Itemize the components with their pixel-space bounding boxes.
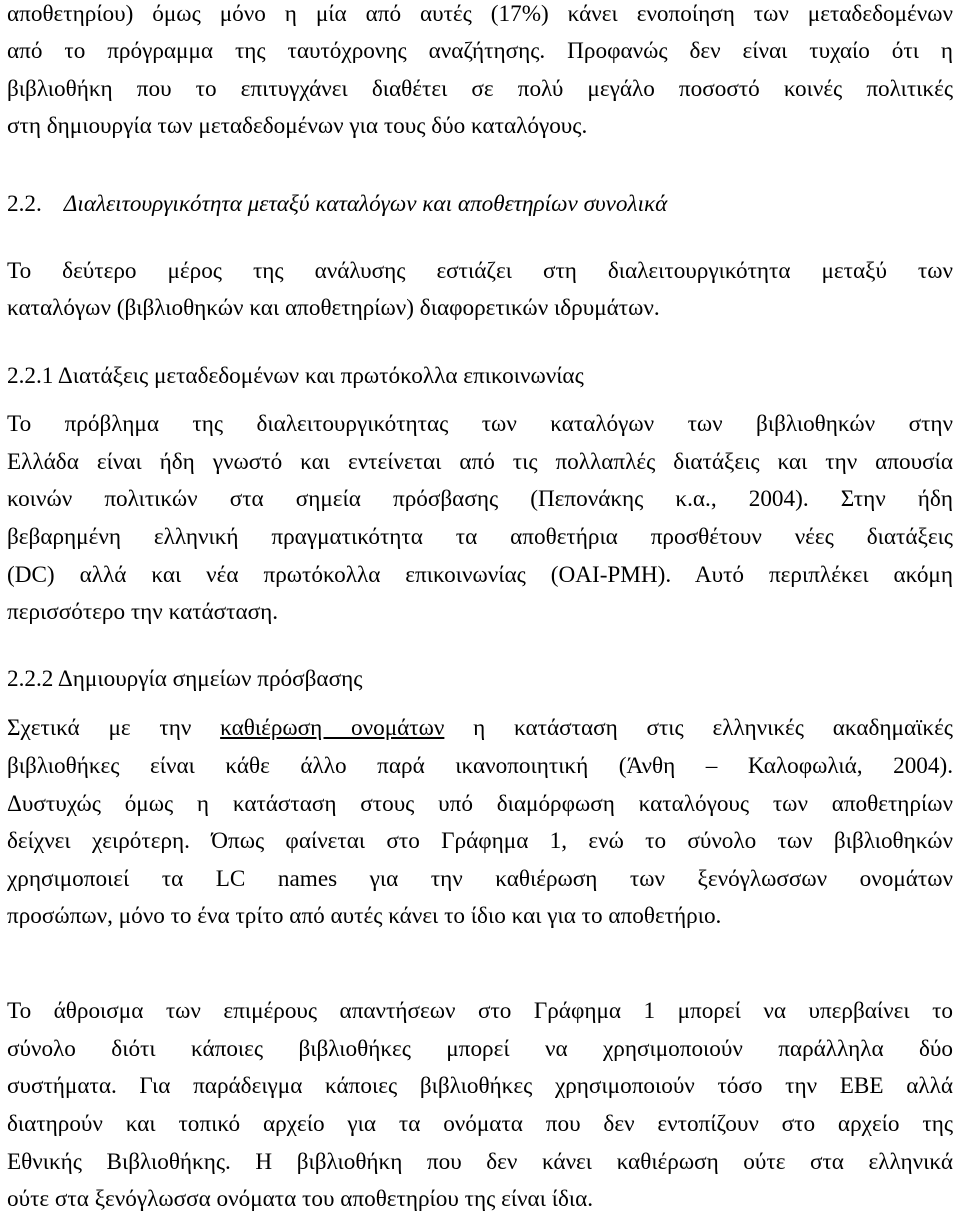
text-line: καταλόγων (βιβλιοθηκών και αποθετηρίων) διαφορετικών ιδρυμάτων. [7, 295, 660, 321]
text-line: Εθνικής Βιβλιοθήκης. Η βιβλιοθήκη που δεν κάνει καθιέρωση ούτε στα ελληνικά [7, 1149, 953, 1175]
text-run: Σχετικά με την [7, 715, 221, 741]
section-number: 2.2. [7, 191, 42, 217]
text-run: η κατάσταση στις ελληνικές ακαδημαϊκές [444, 715, 953, 741]
text-line: Το άθροισμα των επιμέρους απαντήσεων στο Γράφημα 1 μπορεί να υπερβαίνει το [7, 998, 953, 1024]
text-line: προσώπων, μόνο το ένα τρίτο από αυτές κάνει το ίδιο και για το αποθετήριο. [7, 903, 722, 929]
text-line: στη δημιουργία των μεταδεδομένων για τους δύο καταλόγους. [7, 113, 588, 139]
text-line: Το δεύτερο μέρος της ανάλυσης εστιάζει στη διαλειτουργικότητα μεταξύ των [7, 258, 953, 284]
text-line: Ελλάδα είναι ήδη γνωστό και εντείνεται από τις πολλαπλές διατάξεις και την απουσία [7, 449, 953, 475]
text-line: Το πρόβλημα της διαλειτουργικότητας των καταλόγων των βιβλιοθηκών στην [7, 411, 953, 437]
text-line: Δυστυχώς όμως η κατάσταση στους υπό διαμόρφωση καταλόγους των αποθετηρίων [7, 791, 953, 817]
subsection-heading-2-2-1: 2.2.1 Διατάξεις μεταδεδομένων και πρωτόκολλα επικοινωνίας [7, 363, 584, 389]
text-line: ούτε στα ξενόγλωσσα ονόματα του αποθετηρίου της είναι ίδια. [7, 1186, 594, 1212]
text-line [7, 714, 953, 742]
section-heading-2-2 [7, 190, 667, 218]
text-line: βιβλιοθήκη που το επιτυγχάνει διαθέτει σε πολύ μεγάλο ποσοστό κοινές πολιτικές [7, 76, 953, 102]
text-line: κοινών πολιτικών στα σημεία πρόσβασης (Πεπονάκης κ.α., 2004). Στην ήδη [7, 486, 953, 512]
text-line: δείχνει χειρότερη. Όπως φαίνεται στο Γράφημα 1, ενώ το σύνολο των βιβλιοθηκών [7, 828, 953, 854]
text-line: σύνολο διότι κάποιες βιβλιοθήκες μπορεί να χρησιμοποιούν παράλληλα δύο [7, 1036, 953, 1062]
text-line: (DC) αλλά και νέα πρωτόκολλα επικοινωνίας (OAI-PMH). Αυτό περιπλέκει ακόμη [7, 562, 953, 588]
subsection-heading-2-2-2: 2.2.2 Δημιουργία σημείων πρόσβασης [7, 666, 363, 692]
text-line: από το πρόγραμμα της ταυτόχρονης αναζήτησης. Προφανώς δεν είναι τυχαίο ότι η [7, 38, 953, 64]
text-line: χρησιμοποιεί τα LC names για την καθιέρωση των ξενόγλωσσων ονομάτων [7, 866, 953, 892]
text-line: αποθετηρίου) όμως μόνο η μία από αυτές (17%) κάνει ενοποίηση των μεταδεδομένων [7, 1, 953, 27]
text-line: βιβλιοθήκες είναι κάθε άλλο παρά ικανοποιητική (Άνθη – Καλοφωλιά, 2004). [7, 753, 953, 779]
section-title: Διαλειτουργικότητα μεταξύ καταλόγων και αποθετηρίων συνολικά [63, 191, 668, 217]
text-line: βεβαρημένη ελληνική πραγματικότητα τα αποθετήρια προσθέτουν νέες διατάξεις [7, 524, 953, 550]
text-line: διατηρούν και τοπικό αρχείο για τα ονόματα που δεν εντοπίζουν στο αρχείο της [7, 1111, 953, 1137]
text-line: περισσότερο την κατάσταση. [7, 599, 279, 625]
text-line: συστήματα. Για παράδειγμα κάποιες βιβλιοθήκες χρησιμοποιούν τόσο την ΕΒΕ αλλά [7, 1073, 953, 1099]
name-authority-link[interactable]: καθιέρωση ονομάτων [220, 715, 445, 741]
